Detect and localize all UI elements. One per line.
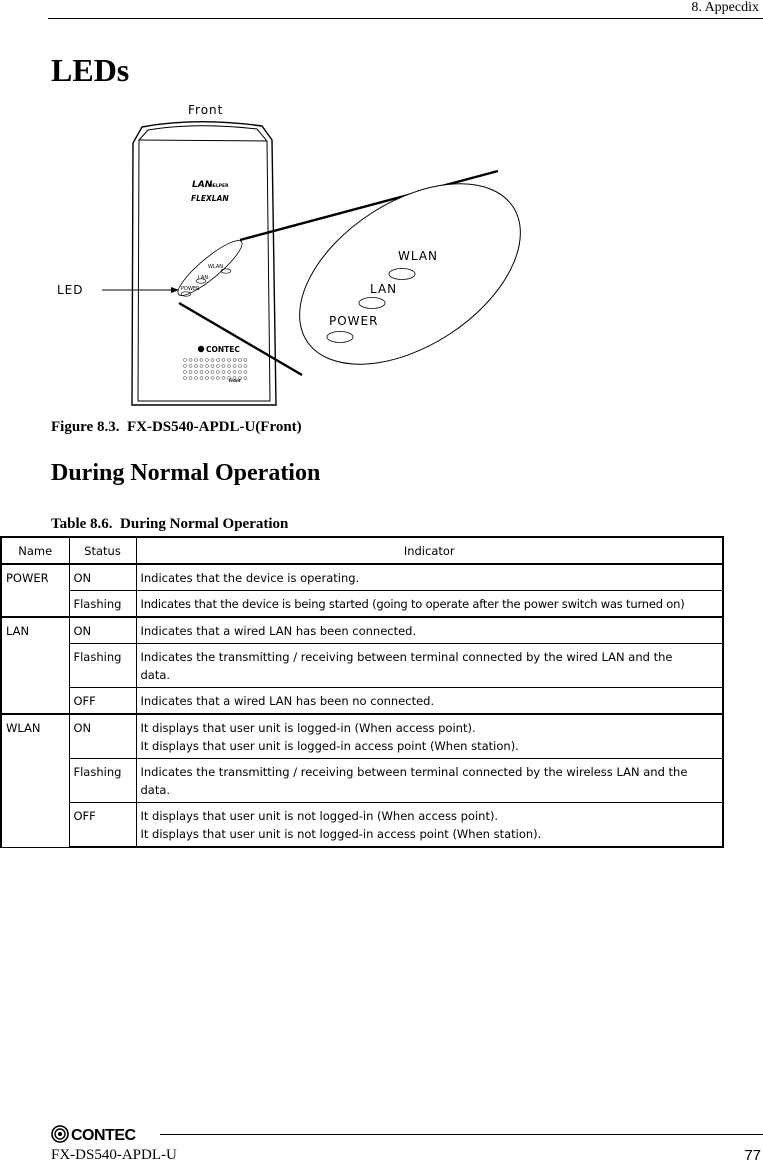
vent-hole — [194, 359, 197, 362]
vent-hole — [238, 365, 241, 368]
row-status: Flashing — [69, 759, 136, 803]
device-label-power: POWER — [181, 286, 200, 292]
table-row — [1, 803, 723, 848]
vent-hole — [211, 377, 214, 380]
vent-hole — [216, 359, 219, 362]
vent-hole — [227, 365, 230, 368]
device-label-wlan: WLAN — [208, 264, 224, 270]
header-section-label: 8. Appecdix — [691, 0, 759, 15]
table-row — [1, 644, 723, 688]
vent-hole — [183, 377, 186, 380]
vent-hole — [233, 371, 236, 374]
vent-hole — [183, 359, 186, 362]
vent-hole — [222, 371, 225, 374]
device-front-figure — [40, 95, 600, 415]
page-title: LEDs — [51, 52, 130, 88]
row-indicator: It displays that user unit is not logged-in (When access point). It displays that user unit is not logged-in access point (When station). — [136, 803, 723, 848]
device-product: FLEXLAN — [191, 194, 229, 203]
device-brand-sub: HELPER — [209, 184, 229, 189]
page-number: 77 — [744, 1147, 761, 1164]
vent-hole — [194, 365, 197, 368]
vent-hole — [222, 365, 225, 368]
row-status: ON — [69, 564, 136, 591]
vent-hole — [216, 371, 219, 374]
device-brand-main: LAN — [192, 180, 213, 190]
row-indicator: Indicates the transmitting / receiving between terminal connected by the wireless LAN and the data. — [136, 759, 723, 803]
device-label-lan: LAN — [198, 275, 209, 281]
vent-hole — [200, 365, 203, 368]
table-row — [1, 591, 723, 618]
vent-hole — [211, 359, 214, 362]
section-heading: During Normal Operation — [51, 460, 321, 486]
header-rule — [48, 18, 763, 19]
vent-hole — [216, 377, 219, 380]
row-indicator: Indicates that a wired LAN has been connected. — [136, 617, 723, 644]
vent-hole — [205, 365, 208, 368]
header-name: Name — [1, 537, 69, 564]
front-label: Front — [188, 103, 224, 117]
row-name-lan: LAN — [1, 617, 69, 714]
vent-hole — [183, 365, 186, 368]
vent-hole — [189, 359, 192, 362]
vent-hole — [189, 377, 192, 380]
table-row — [1, 714, 723, 759]
vent-hole — [205, 359, 208, 362]
vent-hole — [200, 371, 203, 374]
vent-hole — [238, 371, 241, 374]
zoom-label-power: POWER — [329, 314, 379, 328]
vent-hole — [216, 365, 219, 368]
table-header-row — [1, 537, 723, 564]
footer-rule — [160, 1134, 763, 1135]
header-indicator: Indicator — [136, 537, 723, 564]
vent-hole — [183, 371, 186, 374]
row-name-power: POWER — [1, 564, 69, 617]
vent-hole — [205, 377, 208, 380]
row-status: ON — [69, 617, 136, 644]
vent-hole — [194, 371, 197, 374]
row-status: Flashing — [69, 591, 136, 618]
device-led-panel — [172, 234, 248, 302]
row-indicator: It displays that user unit is logged-in (When access point). It displays that user unit is logged-in access point (When station). — [136, 714, 723, 759]
vent-hole — [211, 371, 214, 374]
row-indicator: Indicates that the device is operating. — [136, 564, 723, 591]
table-caption: Table 8.6. During Normal Operation — [51, 516, 289, 532]
contec-logo — [51, 1124, 159, 1144]
vent-hole — [233, 359, 236, 362]
device-logo: CONTEC — [206, 345, 240, 354]
row-status: ON — [69, 714, 136, 759]
device-body — [132, 122, 276, 405]
vent-hole — [211, 365, 214, 368]
table-row — [1, 688, 723, 715]
vent-hole — [227, 371, 230, 374]
footer-model: FX-DS540-APDL-U — [51, 1147, 177, 1163]
vent-hole — [233, 365, 236, 368]
vent-hole — [227, 359, 230, 362]
vent-hole — [222, 359, 225, 362]
zoom-led-panel — [268, 147, 553, 402]
vent-hole — [244, 371, 247, 374]
vent-hole — [189, 365, 192, 368]
row-indicator: Indicates that a wired LAN has been no connected. — [136, 688, 723, 715]
zoom-label-wlan: WLAN — [398, 249, 439, 263]
zoom-connector-bottom — [179, 303, 302, 375]
row-name-wlan: WLAN — [1, 714, 69, 847]
vent-hole — [205, 371, 208, 374]
table-row — [1, 617, 723, 644]
vent-hole — [200, 359, 203, 362]
row-status: OFF — [69, 803, 136, 848]
zoom-label-lan: LAN — [370, 282, 398, 296]
row-indicator: Indicates that the device is being started (going to operate after the power switch was turned on) — [136, 591, 723, 618]
vent-hole — [200, 377, 203, 380]
led-status-table — [0, 536, 724, 848]
row-status: Flashing — [69, 644, 136, 688]
vent-hole — [222, 377, 225, 380]
vent-hole — [194, 377, 197, 380]
vent-hole — [189, 371, 192, 374]
row-indicator: Indicates the transmitting / receiving between terminal connected by the wired LAN and the data. — [136, 644, 723, 688]
vent-hole — [238, 359, 241, 362]
row-status: OFF — [69, 688, 136, 715]
device-vent-holes — [183, 359, 247, 380]
table-row — [1, 564, 723, 591]
device-logo-mark — [198, 346, 204, 352]
table-row — [1, 759, 723, 803]
device-corner-mark: Front — [229, 378, 241, 383]
contec-logo-text: CONTEC — [71, 1127, 136, 1144]
vent-hole — [244, 365, 247, 368]
vent-hole — [244, 359, 247, 362]
led-callout-label: LED — [57, 283, 84, 297]
vent-hole — [244, 377, 247, 380]
figure-caption: Figure 8.3. FX-DS540-APDL-U(Front) — [51, 419, 302, 435]
header-status: Status — [69, 537, 136, 564]
